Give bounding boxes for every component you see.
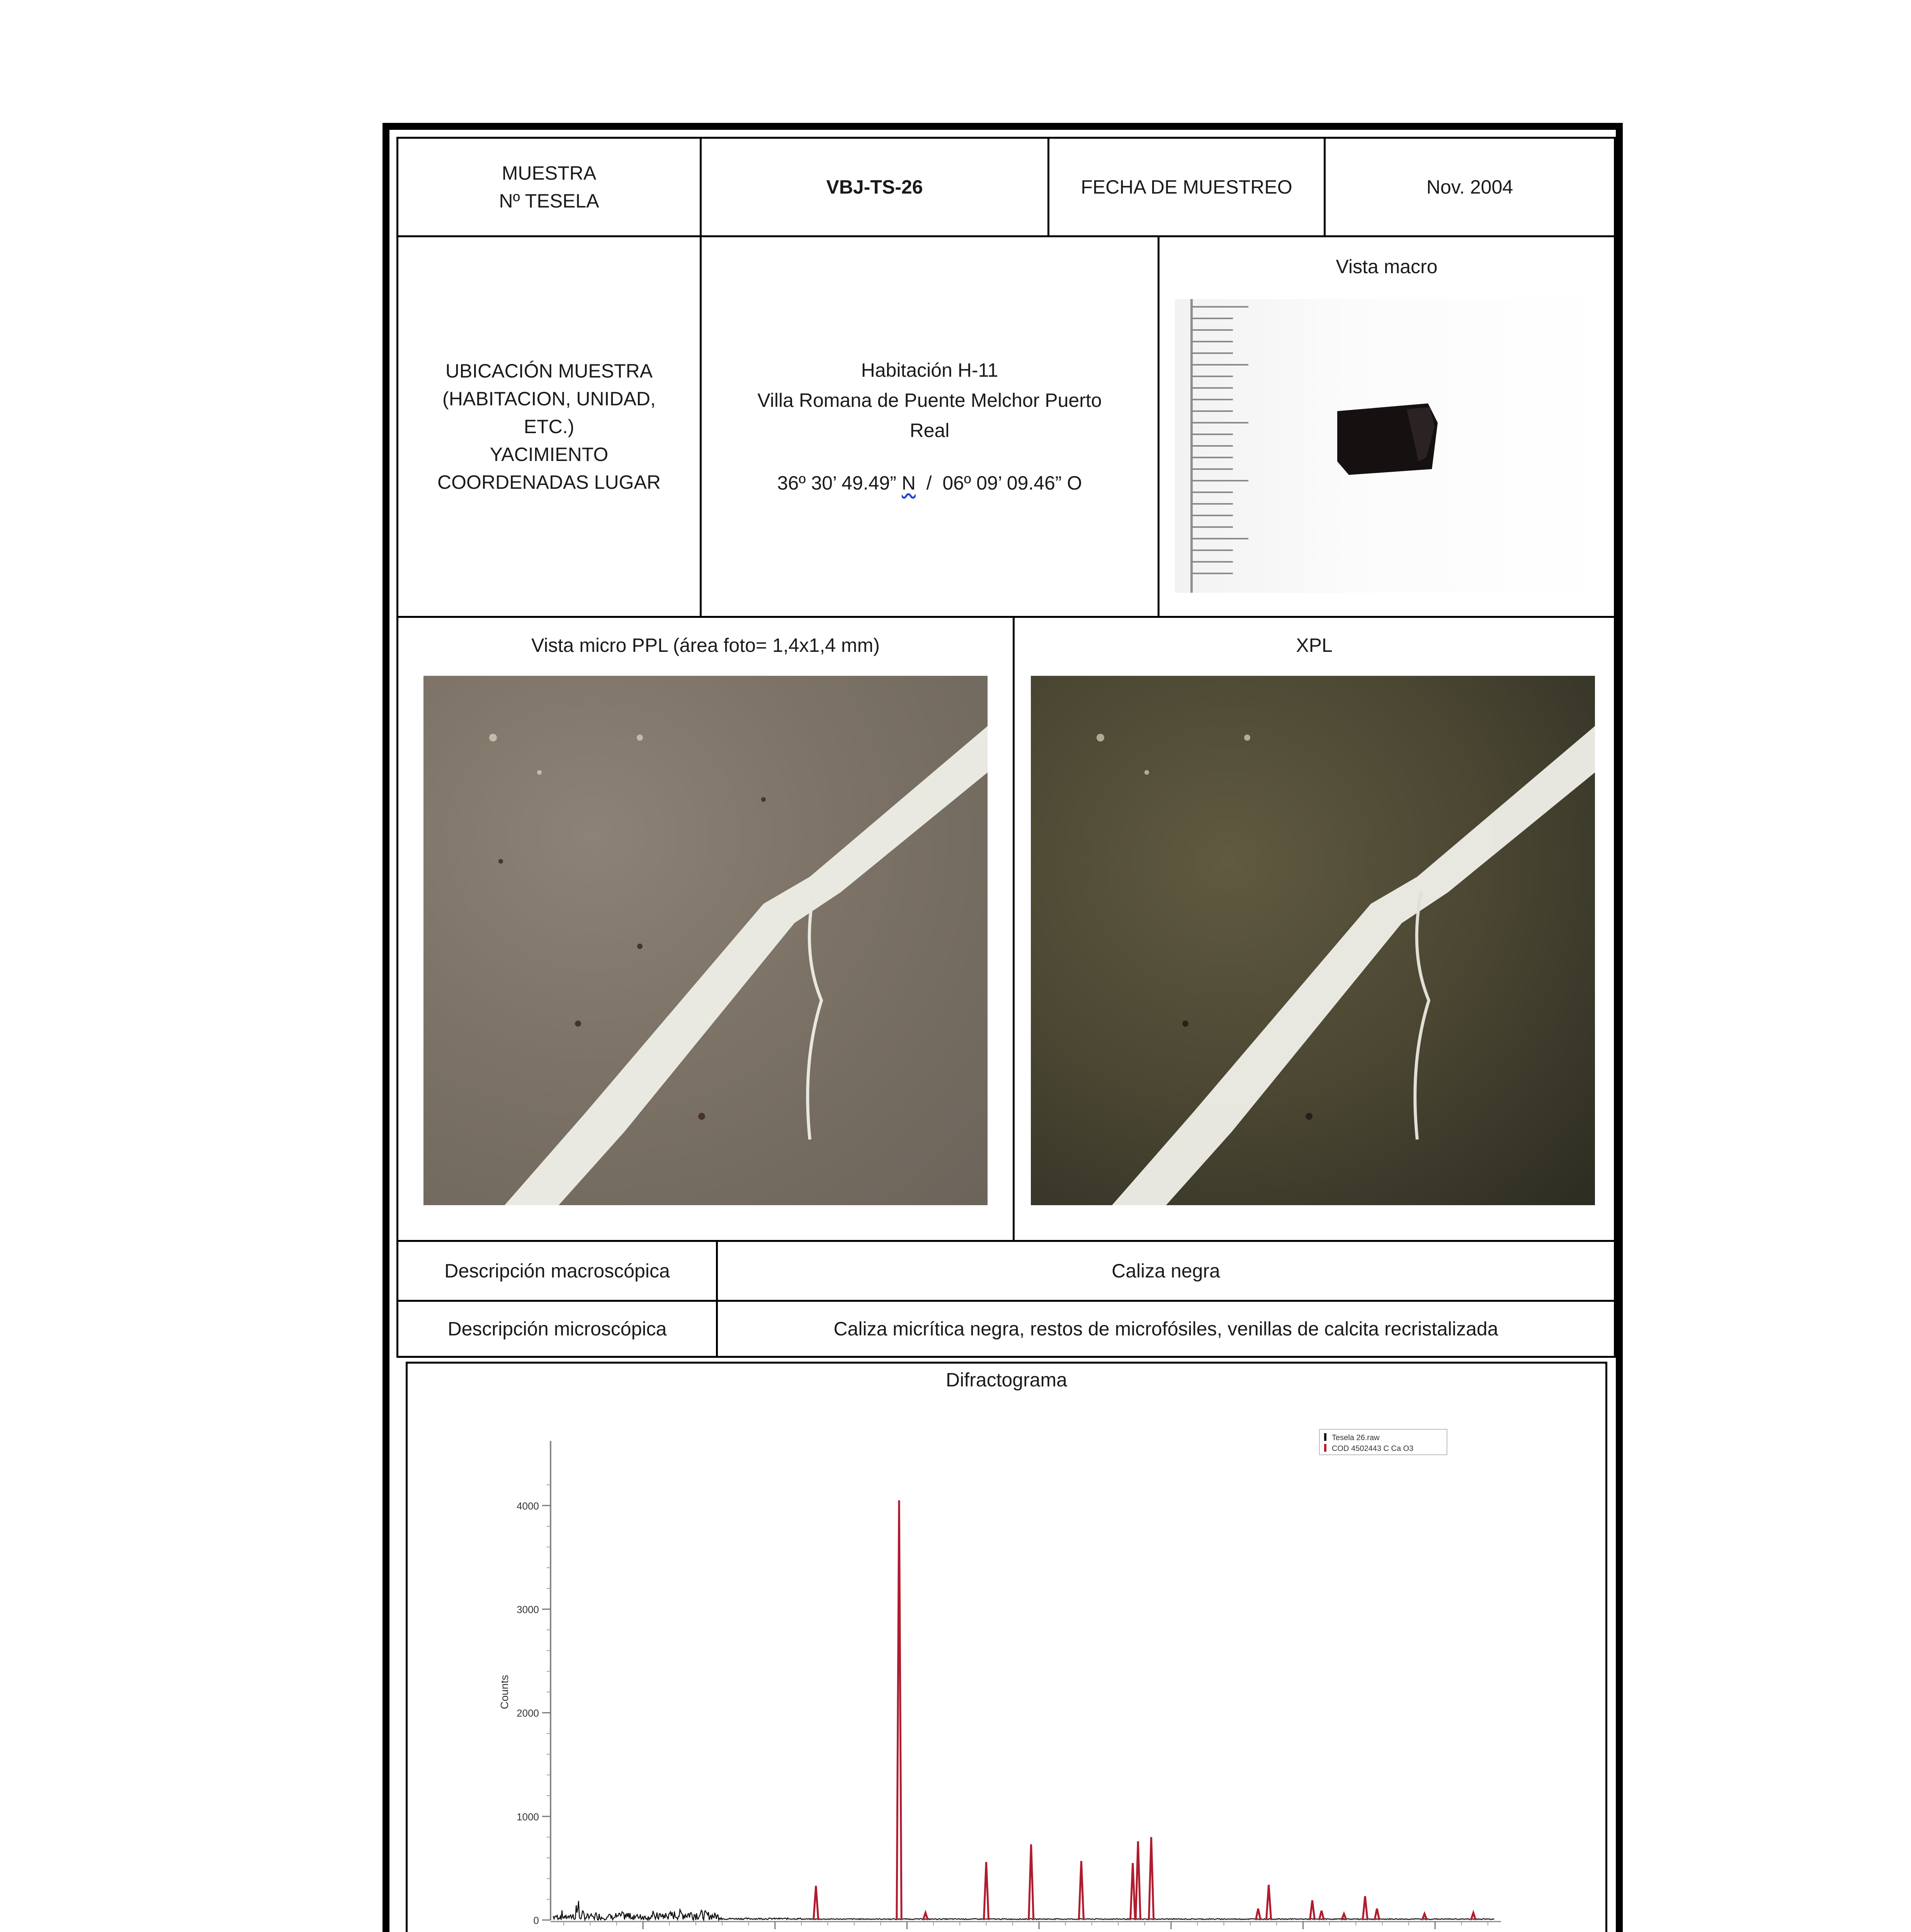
measured-pattern-line — [553, 1901, 1494, 1920]
micro-desc-label: Descripción microscópica — [447, 1318, 667, 1340]
ppl-photo — [423, 676, 988, 1205]
macro-desc-value: Caliza negra — [1112, 1260, 1220, 1282]
macro-desc-label: Descripción macroscópica — [444, 1260, 670, 1282]
y-tick-label: 2000 — [517, 1707, 539, 1719]
ppl-photo-svg — [423, 676, 988, 1205]
legend-swatch-reference — [1324, 1444, 1326, 1452]
xpl-photo — [1031, 676, 1595, 1205]
location-label-line2: (HABITACION, UNIDAD, — [442, 388, 656, 410]
macro-photo — [1175, 299, 1608, 593]
muestra-label-line2: Nº TESELA — [499, 190, 599, 212]
macro-label: Vista macro — [1336, 256, 1438, 277]
location-label-cell — [396, 235, 702, 618]
y-tick-label: 0 — [533, 1915, 539, 1926]
coord-n: N — [901, 472, 916, 494]
reference-peak — [1256, 1909, 1260, 1920]
muestra-label-line1: MUESTRA — [502, 162, 597, 184]
diffractogram-cell — [406, 1362, 1607, 1932]
xpl-label: XPL — [1296, 634, 1333, 656]
location-value-cell — [700, 235, 1160, 618]
reference-peak — [897, 1500, 901, 1920]
fecha-label-cell — [1047, 137, 1326, 237]
coordinates — [777, 468, 1082, 498]
legend-swatch-measured — [1324, 1433, 1326, 1441]
fecha-value-cell — [1324, 137, 1616, 237]
y-axis-label: Counts — [498, 1675, 510, 1709]
location-label-line4: YACIMIENTO — [490, 444, 609, 465]
y-tick-label: 4000 — [517, 1500, 539, 1512]
ppl-cell — [396, 616, 1015, 1242]
fecha-value: Nov. 2004 — [1426, 176, 1513, 198]
y-tick-label: 1000 — [517, 1811, 539, 1823]
muestra-label-cell — [396, 137, 702, 237]
reference-peak — [1310, 1900, 1314, 1920]
reference-peak — [814, 1886, 818, 1920]
xrd-chart — [408, 1398, 1605, 1932]
reference-peak — [1136, 1841, 1140, 1920]
coord-lon: 06º 09’ 09.46” O — [942, 472, 1082, 494]
chart-title: Difractograma — [946, 1369, 1067, 1391]
sample-id-cell — [700, 137, 1049, 237]
location-label-line5: COORDENADAS LUGAR — [437, 471, 661, 493]
macro-view-cell — [1158, 235, 1616, 618]
room-text: Habitación H-11 — [861, 359, 998, 381]
sample-sheet — [383, 123, 1623, 1932]
reference-peak — [1131, 1863, 1135, 1920]
ppl-label: Vista micro PPL (área foto= 1,4x1,4 mm) — [531, 634, 880, 656]
y-tick-label: 3000 — [517, 1604, 539, 1616]
sample-id: VBJ-TS-26 — [826, 176, 923, 198]
xpl-photo-svg — [1031, 676, 1595, 1205]
coord-sep: / — [915, 472, 943, 494]
site-line2: Real — [910, 420, 950, 441]
location-label-line3: ETC.) — [524, 416, 575, 437]
reference-peak — [984, 1862, 988, 1920]
micro-desc-value-cell — [716, 1300, 1616, 1358]
micro-desc-value: Caliza micrítica negra, restos de microfósiles, venillas de calcita recristalizada — [833, 1318, 1498, 1340]
fecha-label: FECHA DE MUESTREO — [1081, 176, 1292, 198]
reference-peak — [1319, 1911, 1324, 1920]
reference-peak — [1079, 1861, 1083, 1920]
legend-entry-reference: COD 4502443 C Ca O3 — [1332, 1444, 1414, 1453]
micro-desc-label-cell — [396, 1300, 718, 1358]
legend-entry-measured: Tesela 26.raw — [1332, 1434, 1380, 1442]
macro-desc-value-cell — [716, 1240, 1616, 1302]
reference-peak — [1149, 1837, 1153, 1920]
macro-desc-label-cell — [396, 1240, 718, 1302]
location-label-line1: UBICACIÓN MUESTRA — [445, 360, 653, 382]
xpl-cell — [1013, 616, 1616, 1242]
reference-peak — [1363, 1896, 1367, 1920]
reference-peak — [1029, 1844, 1034, 1920]
macro-photo-svg — [1175, 299, 1608, 593]
site-line1: Villa Romana de Puente Melchor Puerto — [757, 389, 1102, 411]
coord-lat: 36º 30’ 49.49” — [777, 472, 902, 494]
reference-peak — [1267, 1885, 1271, 1920]
